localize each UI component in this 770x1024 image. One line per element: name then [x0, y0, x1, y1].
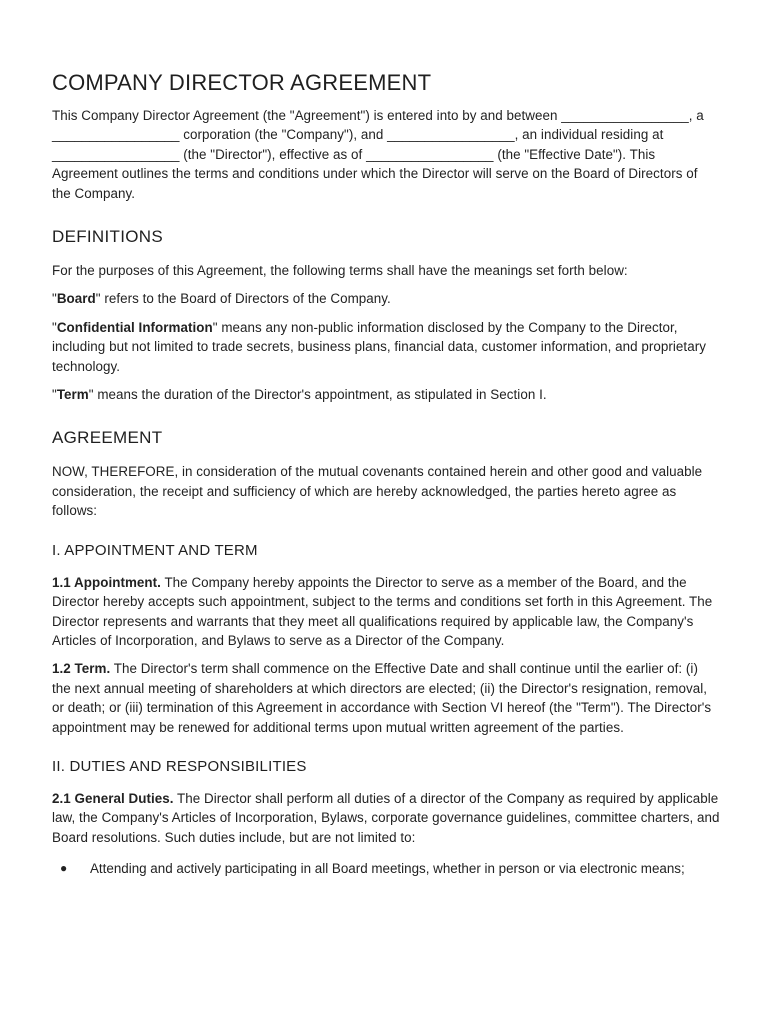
list-item-text: Attending and actively participating in all Board meetings, whether in person or via electronic means; [90, 861, 685, 877]
definition-text: " refers to the Board of Directors of the Company. [95, 291, 391, 307]
clause-text: The Director shall perform all duties of a director of the Company as required by applicable law, the Company's Articles of Incorporation, Bylaws, corporate governance guidelines, committee charters, and Board resolutions. Such duties include, but are not limited to: [52, 790, 720, 845]
definition-term: Confidential Information [56, 319, 213, 335]
clause-label: 1.2 Term. [52, 661, 111, 677]
section-2-heading: II. DUTIES AND RESPONSIBILITIES [52, 757, 307, 775]
intro-paragraph: This Company Director Agreement (the "Agreement") is entered into by and between _________________, a _________________ corporation (the "Company"), and _________________, an individual residing at _________________ (the "Director"), effective as of _________________ (the "Effective Date"). This Agreement outlines the terms and conditions under which the Director will serve on the Board of Directors of the Company. [52, 108, 704, 201]
document-title: COMPANY DIRECTOR AGREEMENT [52, 70, 432, 95]
agreement-paragraph: NOW, THEREFORE, in consideration of the mutual covenants contained herein and other good and valuable consideration, the receipt and sufficiency of which are hereby acknowledged, the parties hereto agree as follows: [52, 464, 703, 519]
section-1-heading: I. APPOINTMENT AND TERM [52, 541, 258, 559]
clause-1-1 [52, 573, 720, 651]
duties-list [52, 859, 720, 878]
clause-2-1 [52, 789, 720, 847]
definition-term: Term [56, 387, 89, 403]
definition-text: " means the duration of the Director's appointment, as stipulated in Section I. [88, 387, 547, 403]
definition-term: Board [56, 291, 96, 307]
clause-label: 2.1 General Duties. [52, 790, 174, 806]
bullet-icon: ● [60, 861, 68, 876]
clause-text: The Director's term shall commence on the Effective Date and shall continue until the earlier of: (i) the next annual meeting of shareholders at which directors are elected; (ii) the Director's resignation, removal, or death; or (iii) termination of this Agreement in accordance with Section VI hereof (the "Term"). The Director's appointment may be renewed for additional terms upon mutual written agreement of the parties. [52, 661, 712, 735]
definition-term-item [52, 385, 720, 404]
list-item [52, 859, 720, 878]
definition-board [52, 289, 720, 308]
agreement-heading: AGREEMENT [52, 428, 163, 448]
definitions-heading: DEFINITIONS [52, 227, 163, 247]
definition-quote: " [52, 387, 57, 403]
definition-confidential-information [52, 318, 720, 376]
definitions-lead: For the purposes of this Agreement, the following terms shall have the meanings set forth below: [52, 263, 628, 279]
definition-text: " means any non-public information disclosed by the Company to the Director, including but not limited to trade secrets, business plans, financial data, customer information, and proprietary technology. [52, 319, 706, 374]
clause-1-2 [52, 659, 720, 737]
definition-quote: " [52, 291, 57, 307]
clause-text: The Company hereby appoints the Director to serve as a member of the Board, and the Director hereby accepts such appointment, subject to the terms and conditions set forth in this Agreement. The Director represents and warrants that they meet all qualifications required by applicable law, the Company's Articles of Incorporation, and Bylaws to serve as a Director of the Company. [52, 574, 713, 648]
document-page [52, 70, 720, 879]
definition-quote: " [52, 319, 57, 335]
clause-label: 1.1 Appointment. [52, 574, 161, 590]
